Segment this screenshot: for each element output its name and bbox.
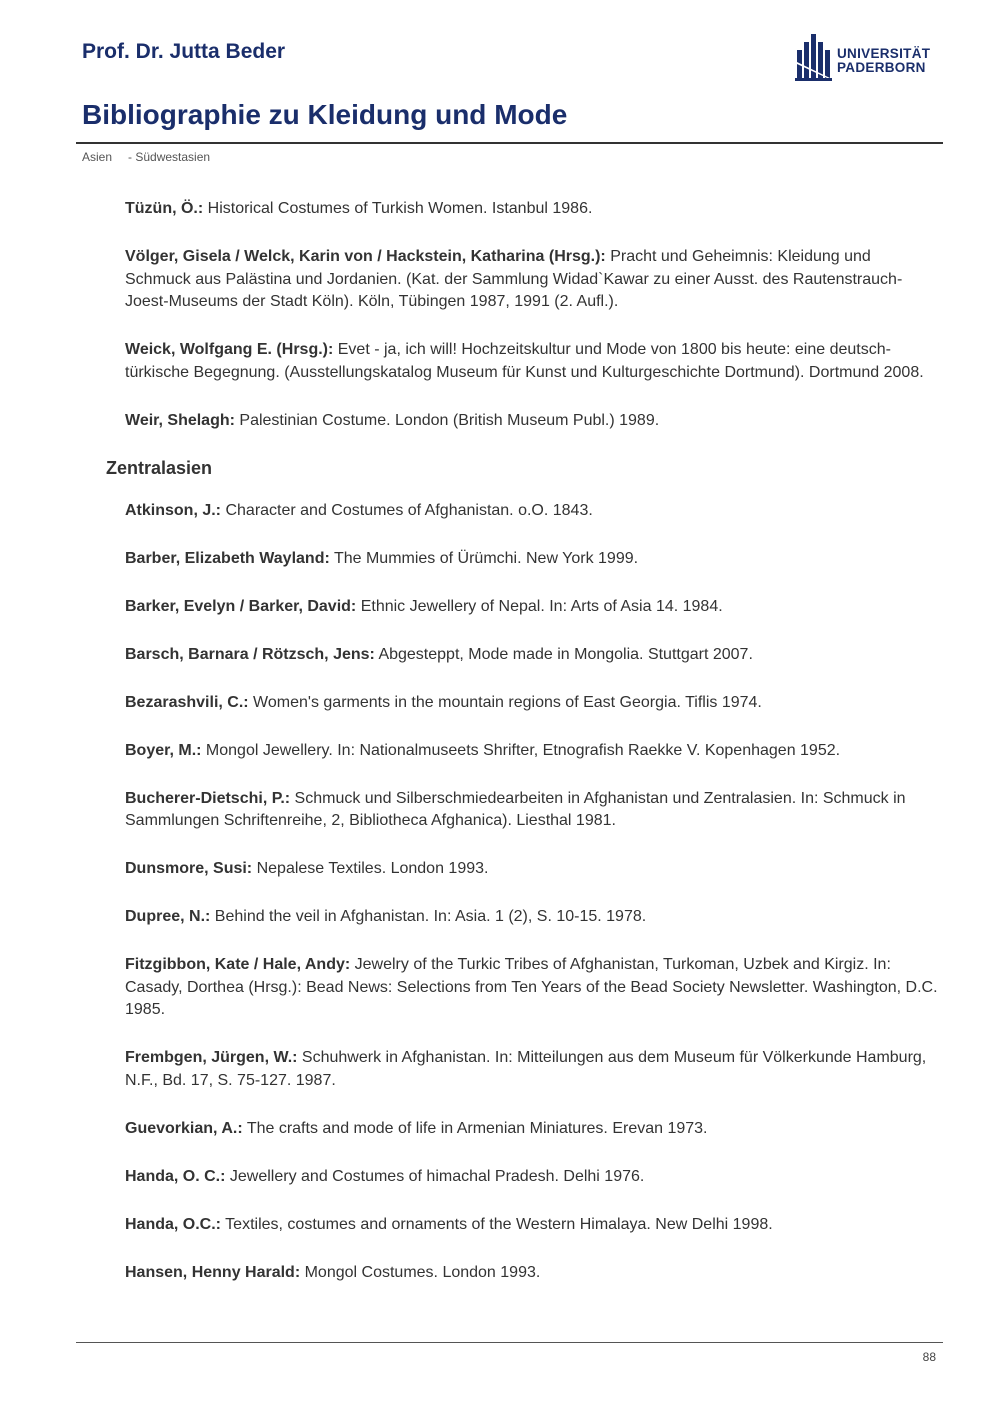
bibliography-content: [82, 198, 942, 1310]
bibliography-entry: [125, 410, 940, 433]
bibliography-entry: [125, 1118, 940, 1141]
entry-author: Barker, Evelyn / Barker, David:: [125, 597, 357, 615]
entry-text: Historical Costumes of Turkish Women. Istanbul 1986.: [203, 200, 593, 217]
entry-text: Schmuck und Silberschmiedearbeiten in Afghanistan und Zentralasien. In: Schmuck in Sammlungen Schriftenreihe, 2, Bibliotheca Afghanica). Liesthal 1981.: [125, 789, 906, 829]
entry-author: Tüzün, Ö.:: [125, 200, 204, 217]
bibliography-entry: [125, 954, 940, 1022]
footer-divider: [76, 1342, 943, 1343]
entry-author: Dupree, N.:: [125, 908, 211, 925]
entry-text: Character and Costumes of Afghanistan. o.O. 1843.: [221, 501, 593, 519]
entry-author: Handa, O. C.:: [125, 1167, 226, 1185]
logo-line-1: UNIVERSITÄT: [837, 46, 931, 61]
entry-author: Weir, Shelagh:: [125, 411, 235, 429]
breadcrumb: [82, 150, 210, 164]
section-heading: Zentralasien: [106, 457, 213, 478]
entry-text: Pracht und Geheimnis: Kleidung und Schmuck aus Palästina und Jordanien. (Kat. der Sammlung Widad`Kawar zu einer Ausst. des Rautenstrauch-Joest-Museums der Stadt Köln). Köln, Tübingen 1987, 1991 (2. Aufl.).: [125, 248, 903, 310]
bibliography-entry: [125, 500, 940, 523]
bibliography-entry: [125, 246, 940, 314]
bibliography-entry: [125, 1047, 940, 1092]
bibliography-entry: [125, 858, 940, 881]
entry-author: Guevorkian, A.:: [125, 1119, 243, 1137]
bibliography-entry: [125, 644, 940, 667]
university-logo-icon: [794, 32, 834, 82]
entry-author: Barsch, Barnara / Rötzsch, Jens:: [125, 645, 375, 663]
entries-section: [82, 500, 942, 1285]
document-title: Bibliographie zu Kleidung und Mode: [82, 99, 568, 130]
bibliography-entry: [125, 740, 940, 763]
entry-author: Frembgen, Jürgen, W.:: [125, 1049, 298, 1066]
bibliography-entry: [125, 548, 940, 571]
bibliography-entry: [125, 692, 940, 715]
entry-text: The Mummies of Ürümchi. New York 1999.: [329, 549, 639, 567]
bibliography-entry: [125, 788, 940, 833]
entry-text: Ethnic Jewellery of Nepal. In: Arts of Asia 14. 1984.: [356, 597, 723, 615]
entry-author: Weick, Wolfgang E. (Hrsg.):: [125, 341, 334, 358]
bibliography-entry: [125, 1262, 940, 1285]
bibliography-entry: [125, 596, 940, 619]
entry-text: Jewelry of the Turkic Tribes of Afghanistan, Turkoman, Uzbek and Kirgiz. In: Casady, Dorthea (Hrsg.): Bead News: Selections from Ten Years of the Bead Society Newsletter. Washington, D.C. 1985.: [125, 956, 938, 1018]
bibliography-entry: [125, 339, 940, 384]
entry-text: Mongol Costumes. London 1993.: [300, 1263, 541, 1281]
bibliography-entry: [125, 906, 940, 929]
entry-author: Atkinson, J.:: [125, 501, 222, 519]
entry-text: Evet - ja, ich will! Hochzeitskultur und Mode von 1800 bis heute: eine deutsch-türkische Begegnung. (Ausstellungskatalog Museum für Kunst und Kulturgeschichte Dortmund). Dortmund 2008.: [125, 341, 924, 381]
entry-text: Textiles, costumes and ornaments of the Western Himalaya. New Delhi 1998.: [221, 1215, 773, 1233]
page-number: 88: [922, 1350, 936, 1364]
breadcrumb-level-2: - Südwestasien: [128, 150, 211, 164]
entry-author: Hansen, Henny Harald:: [125, 1263, 301, 1281]
author-name: Prof. Dr. Jutta Beder: [82, 40, 286, 63]
entry-author: Völger, Gisela / Welck, Karin von / Hackstein, Katharina (Hrsg.):: [125, 248, 606, 265]
entry-text: Schuhwerk in Afghanistan. In: Mitteilungen aus dem Museum für Völkerkunde Hamburg, N.F., Bd. 17, S. 75-127. 1987.: [125, 1049, 927, 1089]
breadcrumb-level-1: Asien: [82, 150, 113, 164]
bibliography-entry: [125, 1214, 940, 1237]
university-logo: [794, 32, 934, 82]
entry-author: Fitzgibbon, Kate / Hale, Andy:: [125, 956, 351, 973]
entry-text: The crafts and mode of life in Armenian Miniatures. Erevan 1973.: [242, 1119, 708, 1137]
entry-text: Mongol Jewellery. In: Nationalmuseets Shrifter, Etnografish Raekke V. Kopenhagen 1952.: [201, 741, 841, 759]
entry-author: Barber, Elizabeth Wayland:: [125, 549, 330, 567]
entry-text: Jewellery and Costumes of himachal Pradesh. Delhi 1976.: [225, 1167, 645, 1185]
entry-author: Bucherer-Dietschi, P.:: [125, 789, 291, 807]
entry-author: Bezarashvili, C.:: [125, 693, 249, 711]
entry-author: Handa, O.C.:: [125, 1215, 222, 1233]
entry-text: Nepalese Textiles. London 1993.: [252, 860, 489, 877]
entry-text: Palestinian Costume. London (British Museum Publ.) 1989.: [234, 411, 660, 429]
bibliography-entry: [125, 198, 940, 221]
entry-author: Dunsmore, Susi:: [125, 860, 253, 877]
entry-author: Boyer, M.:: [125, 741, 202, 759]
logo-line-2: PADERBORN: [837, 60, 926, 75]
entry-text: Women's garments in the mountain regions of East Georgia. Tiflis 1974.: [248, 693, 762, 711]
bibliography-entry: [125, 1166, 940, 1189]
header-divider: [76, 142, 943, 144]
university-logo-text: [837, 47, 930, 75]
entries-top: [82, 198, 942, 432]
entry-text: Behind the veil in Afghanistan. In: Asia. 1 (2), S. 10-15. 1978.: [210, 908, 647, 925]
entry-text: Abgesteppt, Mode made in Mongolia. Stuttgart 2007.: [374, 645, 753, 663]
